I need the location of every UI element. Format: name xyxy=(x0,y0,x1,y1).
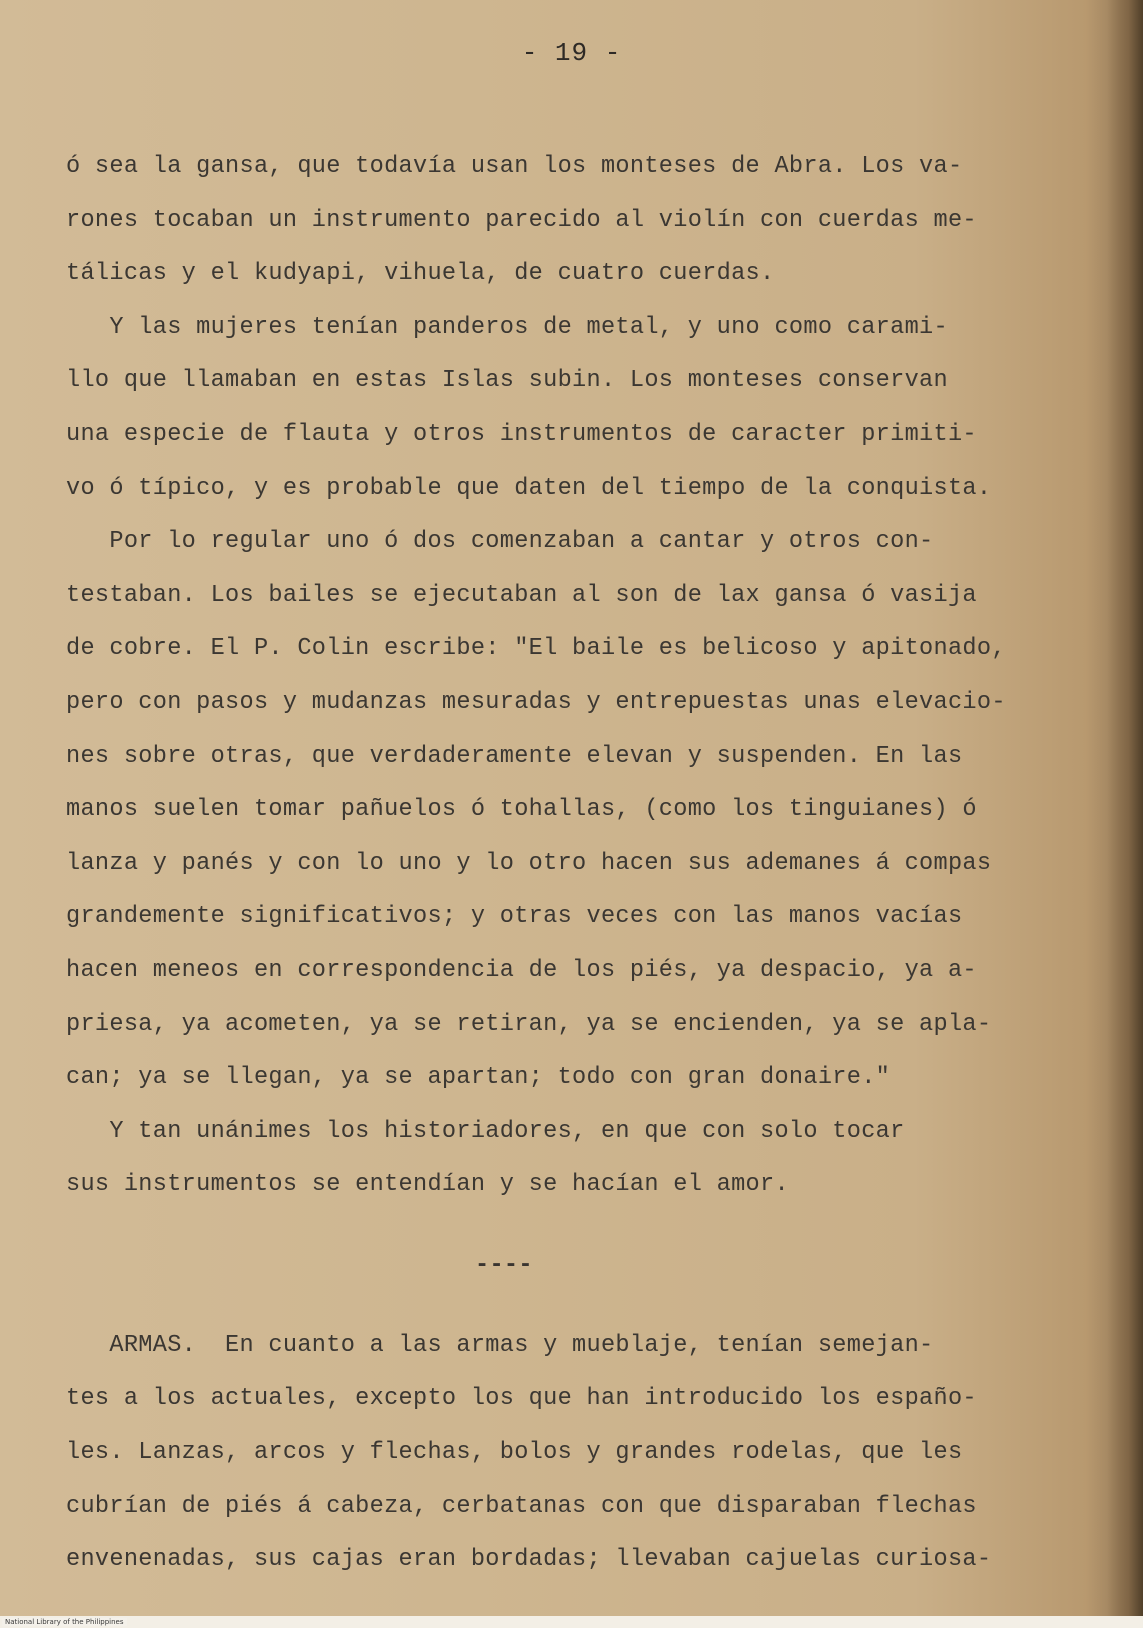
text-line: ó sea la gansa, que todavía usan los monteses de Abra. Los va- xyxy=(66,153,963,180)
text-line: rones tocaban un instrumento parecido al violín con cuerdas me- xyxy=(66,206,977,234)
body-text xyxy=(66,140,1106,1587)
text-line: pero con pasos y mudanzas mesuradas y entrepuestas unas elevacio- xyxy=(66,688,1006,716)
section-separator: ---- xyxy=(475,1251,533,1279)
text-line: llo que llamaban en estas Islas subin. Los monteses conservan xyxy=(66,367,948,395)
text-line: testaban. Los bailes se ejecutaban al son de lax gansa ó vasija xyxy=(66,581,977,609)
text-line: Y tan unánimes los historiadores, en que con solo tocar xyxy=(66,1117,905,1145)
text-line: Por lo regular uno ó dos comenzaban a cantar y otros con- xyxy=(66,528,934,556)
page-number: - 19 - xyxy=(521,38,622,68)
page-edge-shadow xyxy=(1107,0,1143,1628)
text-line: hacen meneos en correspondencia de los piés, ya despacio, ya a- xyxy=(66,956,977,984)
text-line: vo ó típico, y es probable que daten del tiempo de la conquista. xyxy=(66,474,992,502)
text-line: priesa, ya acometen, ya se retiran, ya se encienden, ya se apla- xyxy=(66,1010,992,1038)
text-line: grandemente significativos; y otras veces con las manos vacías xyxy=(66,903,963,931)
text-line: les. Lanzas, arcos y flechas, bolos y grandes rodelas, que les xyxy=(66,1439,963,1467)
text-line: de cobre. El P. Colin escribe: "El baile es belicoso y apitonado, xyxy=(66,635,1006,663)
text-line: can; ya se llegan, ya se apartan; todo con gran donaire." xyxy=(66,1064,891,1092)
text-line: manos suelen tomar pañuelos ó tohallas, (como los tinguianes) ó xyxy=(66,796,977,824)
text-line: ARMAS. En cuanto a las armas y mueblaje, tenían semejan- xyxy=(66,1331,934,1359)
text-line: sus instrumentos se entendían y se hacían el amor. xyxy=(66,1171,789,1199)
text-line: tes a los actuales, excepto los que han introducido los españo- xyxy=(66,1385,977,1413)
library-credit: National Library of the Philippines xyxy=(2,1618,127,1626)
text-line: Y las mujeres tenían panderos de metal, y uno como carami- xyxy=(66,313,948,341)
text-line: lanza y panés y con lo uno y lo otro hacen sus ademanes á compas xyxy=(66,849,992,877)
text-line: una especie de flauta y otros instrumentos de caracter primiti- xyxy=(66,420,977,448)
footer-strip xyxy=(0,1616,1143,1628)
text-line: envenenadas, sus cajas eran bordadas; llevaban cajuelas curiosa- xyxy=(66,1546,992,1574)
text-line: tálicas y el kudyapi, vihuela, de cuatro cuerdas. xyxy=(66,260,775,288)
text-line: cubrían de piés á cabeza, cerbatanas con que disparaban flechas xyxy=(66,1492,977,1520)
text-line: nes sobre otras, que verdaderamente elevan y suspenden. En las xyxy=(66,742,963,770)
